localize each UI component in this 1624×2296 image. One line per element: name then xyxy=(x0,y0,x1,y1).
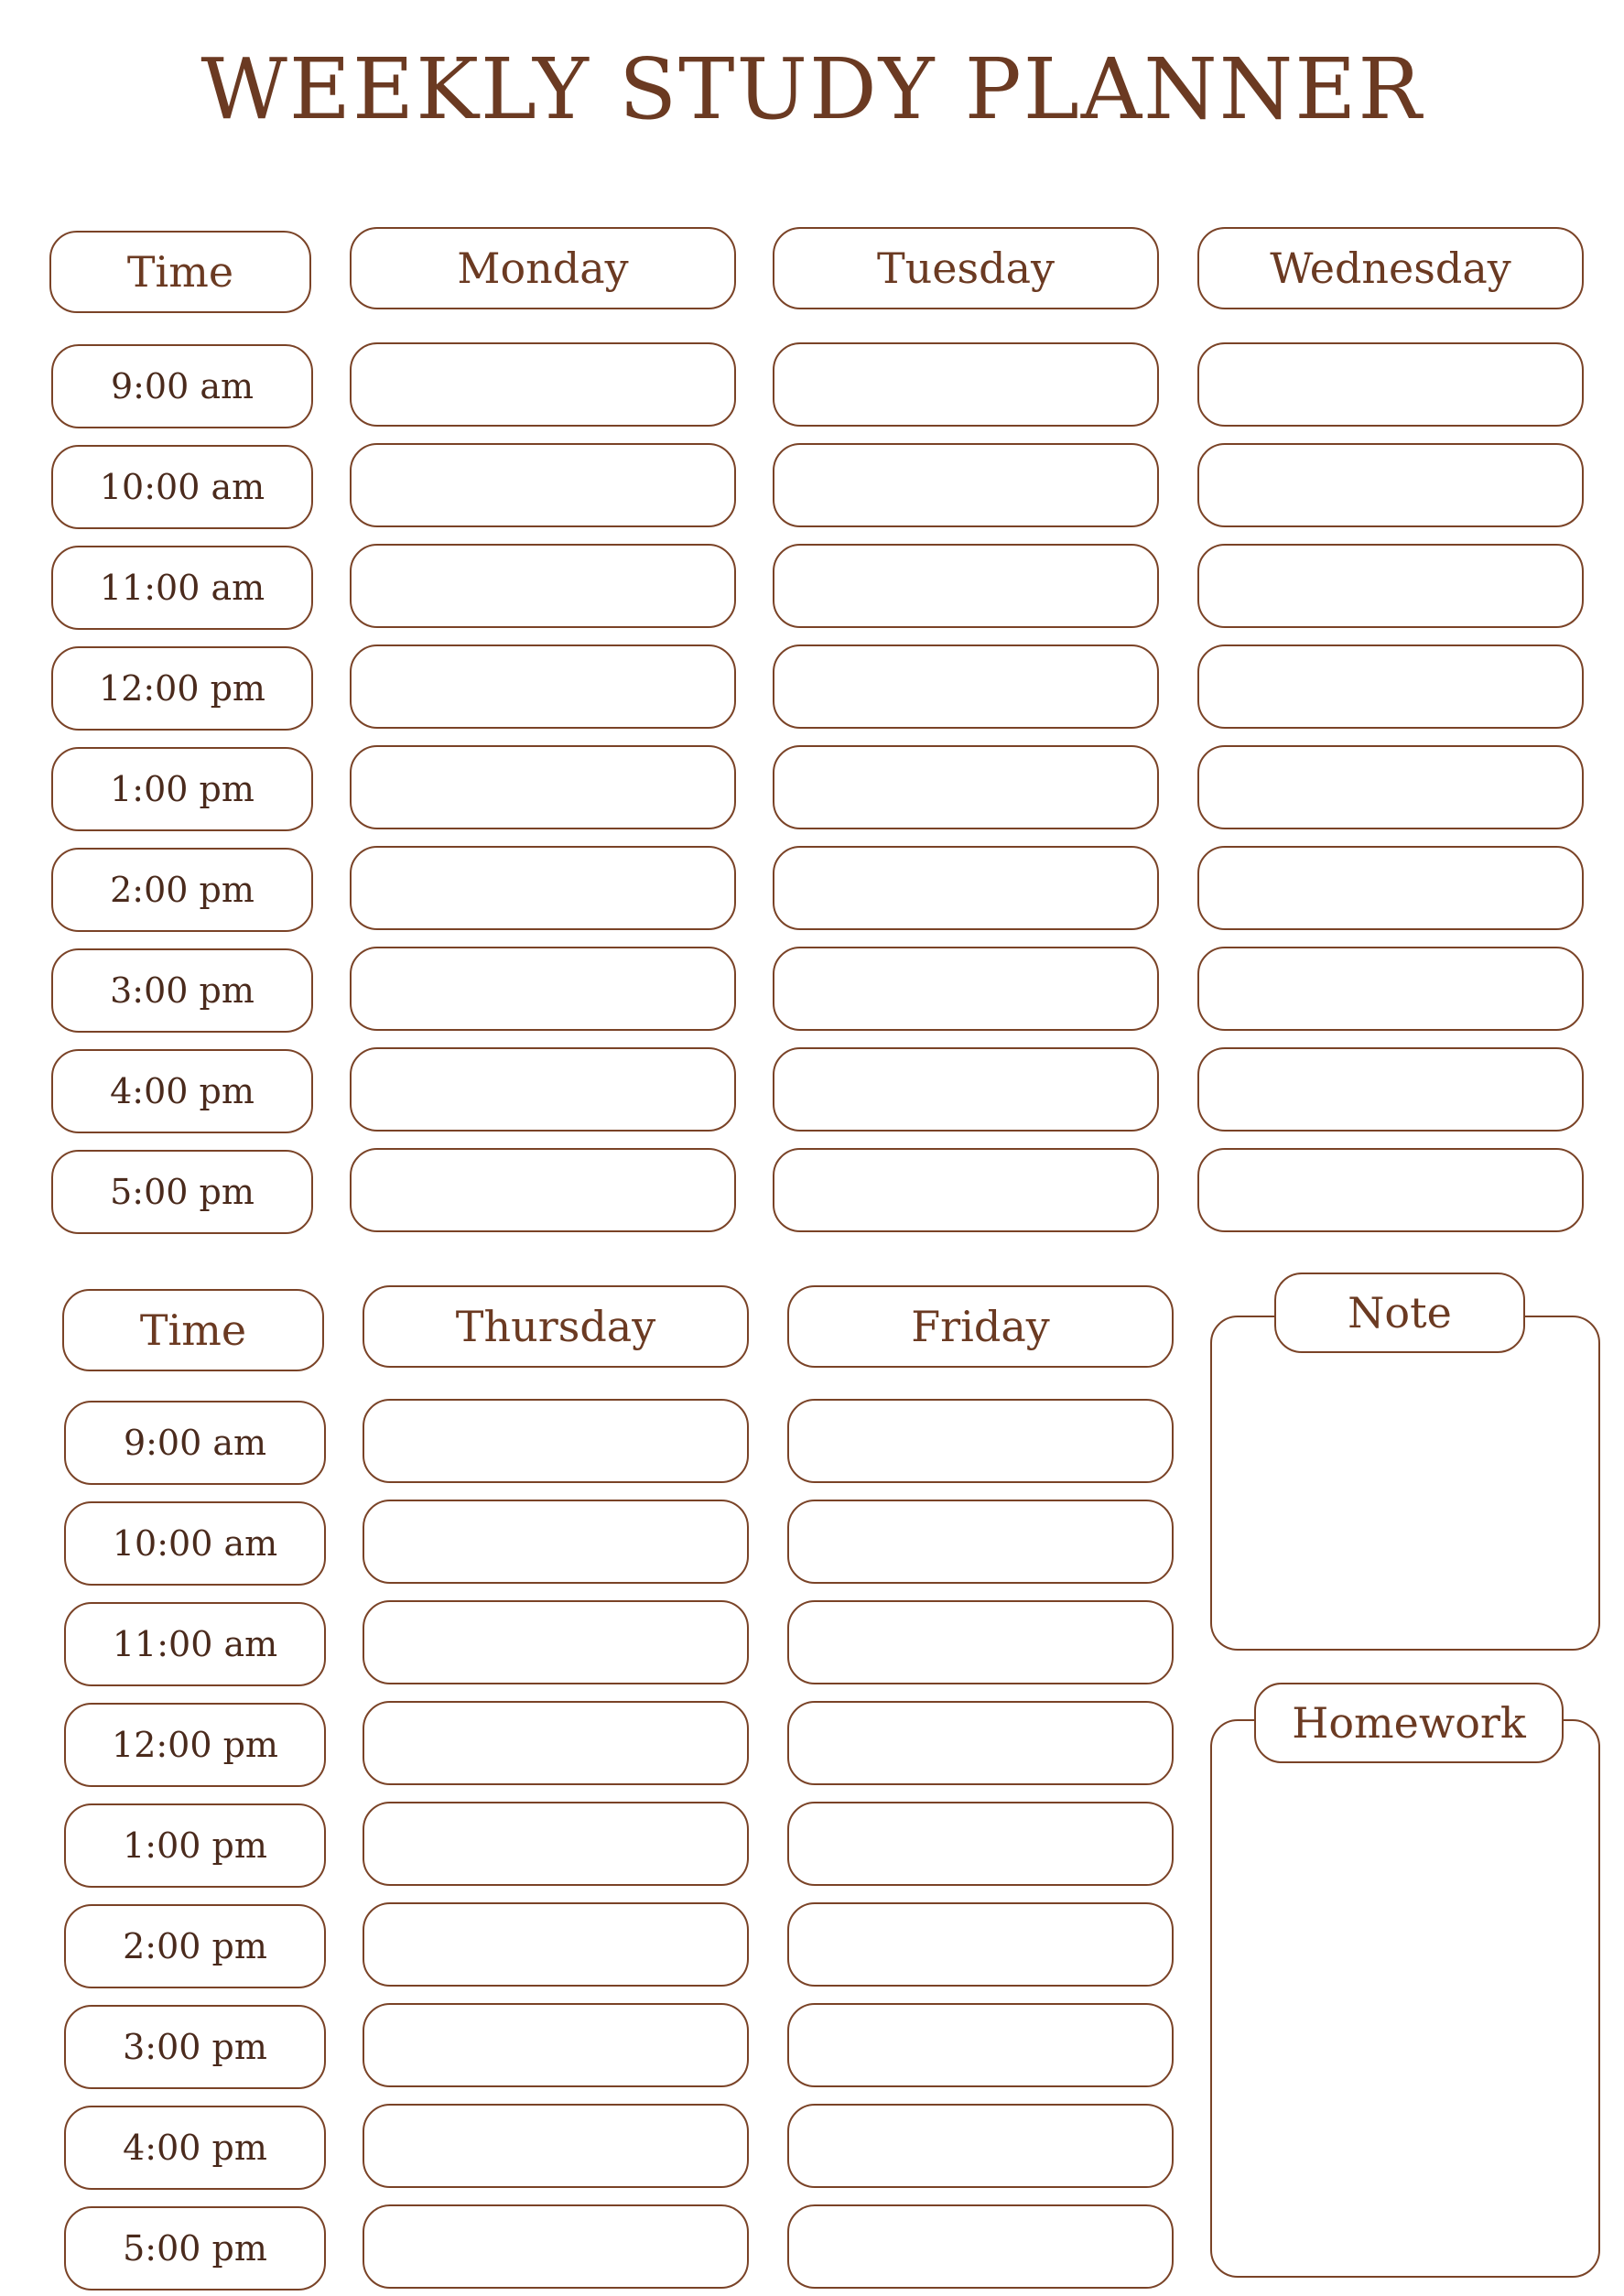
slot-friday-8[interactable] xyxy=(787,2104,1174,2188)
slot-monday-6[interactable] xyxy=(350,846,736,930)
slot-wednesday-9[interactable] xyxy=(1197,1148,1584,1232)
slot-wednesday-4[interactable] xyxy=(1197,644,1584,729)
slot-wednesday-1[interactable] xyxy=(1197,342,1584,427)
day-header-tuesday: Tuesday xyxy=(773,227,1159,309)
slot-tuesday-3[interactable] xyxy=(773,544,1159,628)
slot-thursday-3[interactable] xyxy=(363,1600,749,1684)
time-slot-label: 1:00 pm xyxy=(51,747,313,831)
time-slot-label: 5:00 pm xyxy=(64,2206,326,2291)
slot-monday-5[interactable] xyxy=(350,745,736,829)
time-slot-label: 10:00 am xyxy=(64,1501,326,1586)
slot-thursday-2[interactable] xyxy=(363,1500,749,1584)
slot-wednesday-8[interactable] xyxy=(1197,1047,1584,1132)
time-slot-label: 4:00 pm xyxy=(64,2106,326,2190)
slot-tuesday-6[interactable] xyxy=(773,846,1159,930)
time-slot-label: 3:00 pm xyxy=(51,948,313,1033)
slot-tuesday-5[interactable] xyxy=(773,745,1159,829)
time-slot-label: 10:00 am xyxy=(51,445,313,529)
slot-friday-3[interactable] xyxy=(787,1600,1174,1684)
slot-thursday-9[interactable] xyxy=(363,2204,749,2289)
day-header-thursday: Thursday xyxy=(363,1285,749,1368)
slot-thursday-1[interactable] xyxy=(363,1399,749,1483)
top-time-header: Time xyxy=(49,231,311,313)
note-label: Note xyxy=(1274,1273,1525,1353)
slot-thursday-4[interactable] xyxy=(363,1701,749,1785)
slot-thursday-7[interactable] xyxy=(363,2003,749,2087)
time-slot-label: 9:00 am xyxy=(51,344,313,428)
slot-friday-6[interactable] xyxy=(787,1902,1174,1987)
time-slot-label: 11:00 am xyxy=(51,546,313,630)
time-slot-label: 3:00 pm xyxy=(64,2005,326,2089)
slot-thursday-5[interactable] xyxy=(363,1802,749,1886)
homework-panel[interactable] xyxy=(1210,1719,1600,2278)
day-header-monday: Monday xyxy=(350,227,736,309)
time-slot-label: 5:00 pm xyxy=(51,1150,313,1234)
time-slot-label: 2:00 pm xyxy=(51,848,313,932)
day-header-wednesday: Wednesday xyxy=(1197,227,1584,309)
slot-tuesday-9[interactable] xyxy=(773,1148,1159,1232)
slot-monday-8[interactable] xyxy=(350,1047,736,1132)
slot-monday-4[interactable] xyxy=(350,644,736,729)
slot-friday-5[interactable] xyxy=(787,1802,1174,1886)
homework-label: Homework xyxy=(1254,1683,1564,1763)
time-slot-label: 2:00 pm xyxy=(64,1904,326,1988)
slot-thursday-6[interactable] xyxy=(363,1902,749,1987)
slot-friday-1[interactable] xyxy=(787,1399,1174,1483)
slot-friday-2[interactable] xyxy=(787,1500,1174,1584)
slot-wednesday-2[interactable] xyxy=(1197,443,1584,527)
slot-tuesday-4[interactable] xyxy=(773,644,1159,729)
time-slot-label: 11:00 am xyxy=(64,1602,326,1686)
slot-wednesday-3[interactable] xyxy=(1197,544,1584,628)
slot-monday-1[interactable] xyxy=(350,342,736,427)
slot-friday-9[interactable] xyxy=(787,2204,1174,2289)
day-header-friday: Friday xyxy=(787,1285,1174,1368)
slot-friday-4[interactable] xyxy=(787,1701,1174,1785)
slot-friday-7[interactable] xyxy=(787,2003,1174,2087)
slot-tuesday-8[interactable] xyxy=(773,1047,1159,1132)
bottom-time-header: Time xyxy=(62,1289,324,1371)
time-slot-label: 1:00 pm xyxy=(64,1803,326,1888)
note-panel[interactable] xyxy=(1210,1316,1600,1651)
slot-wednesday-7[interactable] xyxy=(1197,947,1584,1031)
slot-wednesday-5[interactable] xyxy=(1197,745,1584,829)
slot-monday-7[interactable] xyxy=(350,947,736,1031)
time-slot-label: 12:00 pm xyxy=(51,646,313,731)
time-slot-label: 4:00 pm xyxy=(51,1049,313,1133)
time-slot-label: 12:00 pm xyxy=(64,1703,326,1787)
slot-monday-2[interactable] xyxy=(350,443,736,527)
slot-monday-9[interactable] xyxy=(350,1148,736,1232)
slot-tuesday-2[interactable] xyxy=(773,443,1159,527)
slot-thursday-8[interactable] xyxy=(363,2104,749,2188)
time-slot-label: 9:00 am xyxy=(64,1401,326,1485)
slot-tuesday-7[interactable] xyxy=(773,947,1159,1031)
slot-wednesday-6[interactable] xyxy=(1197,846,1584,930)
slot-monday-3[interactable] xyxy=(350,544,736,628)
page-title: WEEKLY STUDY PLANNER xyxy=(200,40,1424,138)
slot-tuesday-1[interactable] xyxy=(773,342,1159,427)
